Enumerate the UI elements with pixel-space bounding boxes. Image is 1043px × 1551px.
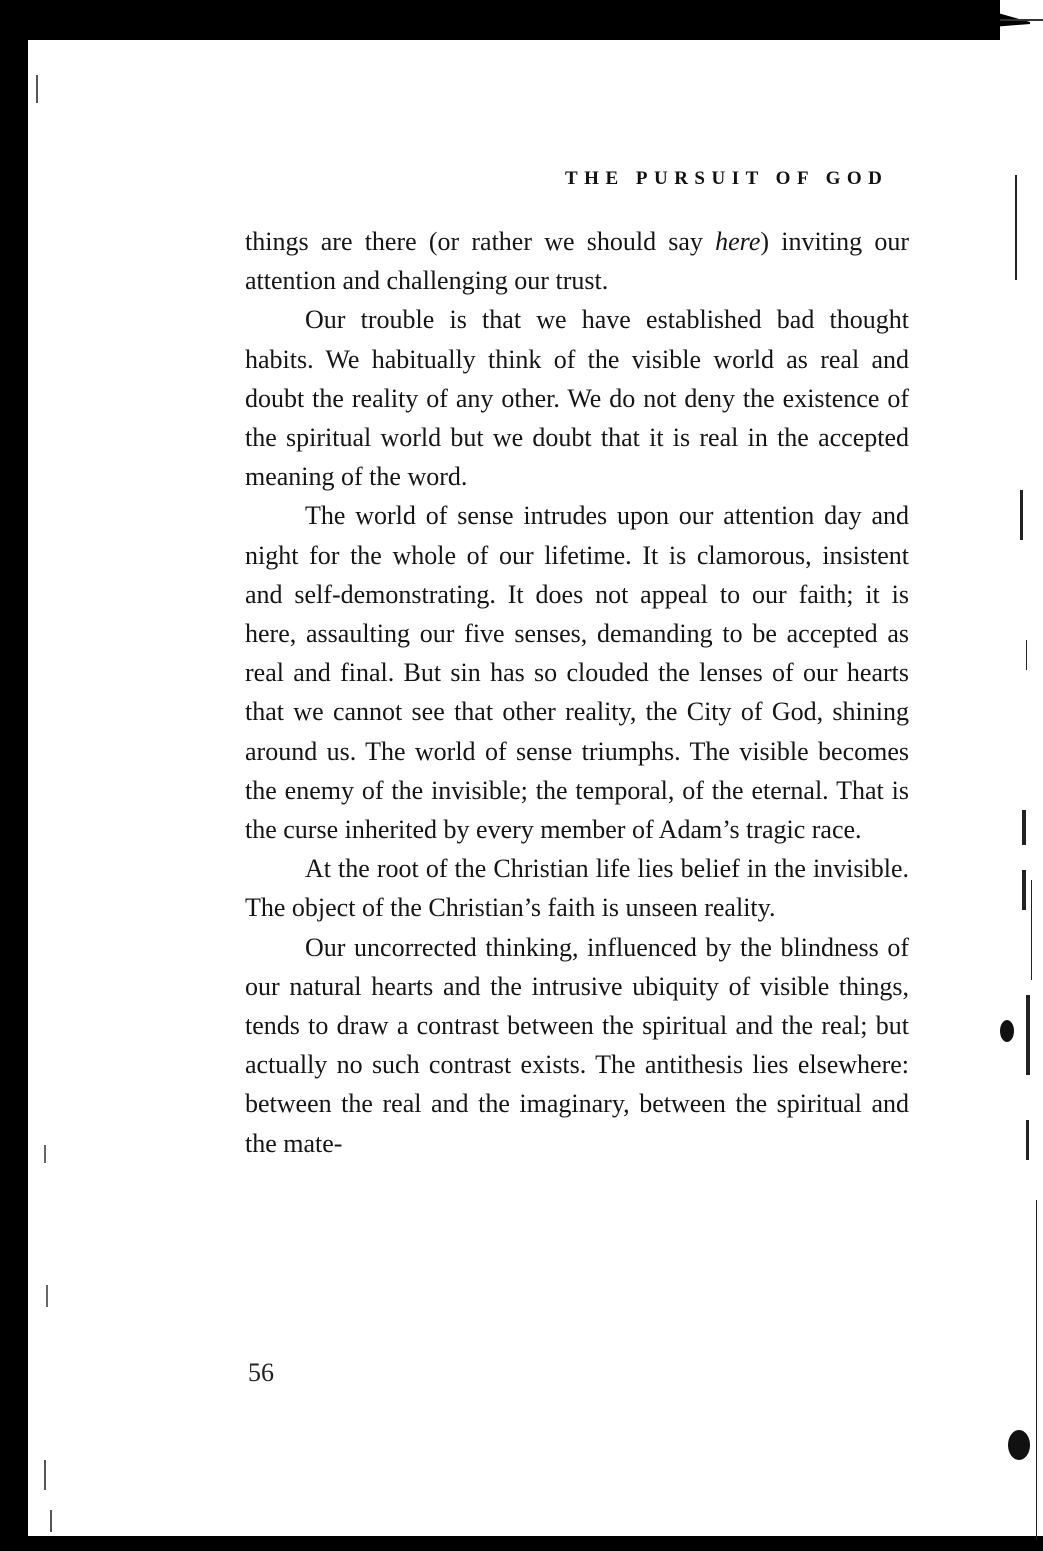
page-number: 56 [248, 1358, 274, 1387]
paragraph-3: The world of sense intrudes upon our attention day and night for the whole of our lifetime. It is clamorous, insistent and self-demonstrating. It does not appeal to our faith; it is here, assaulting our five senses, demanding to be accepted as real and final. But sin has so clouded the lenses of our hearts that we cannot see that other reality, the City of God, shining around us. The world of sense triumphs. The visible becomes the enemy of the invisible; the temporal, of the eternal. That is the curse inherited by every member of Adam’s tragic race. [245, 501, 909, 845]
scan-top-border [0, 0, 1000, 40]
scan-ink-blot [1000, 1020, 1014, 1042]
running-head: THE PURSUIT OF GOD [565, 168, 889, 189]
paragraph-1-before: things are there (or rather we should say [245, 227, 716, 256]
scan-right-mark [1031, 880, 1032, 980]
scan-right-mark [1022, 810, 1026, 845]
scan-right-mark [1020, 490, 1023, 540]
scan-right-mark [1026, 1120, 1029, 1160]
scan-left-border [0, 40, 28, 1551]
scan-left-tick [44, 1460, 46, 1490]
paragraph-1-after: ) inviting our attention and challenging our trust. [245, 227, 909, 296]
paragraph-1 [245, 222, 909, 300]
scan-left-tick [46, 1285, 48, 1307]
scan-ink-blot [1008, 1430, 1030, 1460]
scan-right-mark [1022, 870, 1026, 910]
scan-right-mark [1026, 995, 1030, 1075]
scan-left-tick [44, 1145, 46, 1163]
scan-bottom-border [0, 1536, 1043, 1551]
scan-left-tick [36, 75, 38, 103]
scan-right-mark [1036, 1200, 1037, 1540]
paragraph-4: At the root of the Christian life lies belief in the invisible. The object of the Christian’s faith is unseen reality. [245, 854, 909, 923]
paragraph-1-emphasis: here [715, 227, 761, 256]
paragraph-2: Our trouble is that we have established bad thought habits. We habitually think of the visible world as real and doubt the reality of any other. We do not deny the existence of the spiritual world but we doubt that it is real in the accepted meaning of the word. [245, 305, 909, 492]
scan-right-mark [1015, 175, 1017, 280]
paragraph-5: Our uncorrected thinking, influenced by the blindness of our natural hearts and the intrusive ubiquity of visible things, tends to draw a contrast between the spiritual and the real; but actually no such contrast exists. The antithesis lies elsewhere: between the real and the imaginary, between the spiritual and the mate- [245, 932, 909, 1158]
scan-left-tick [50, 1510, 52, 1532]
scan-top-border-tail [980, 8, 1030, 28]
scan-right-mark [1026, 640, 1027, 670]
scan-top-line [1000, 19, 1043, 21]
body-text [245, 222, 909, 1163]
